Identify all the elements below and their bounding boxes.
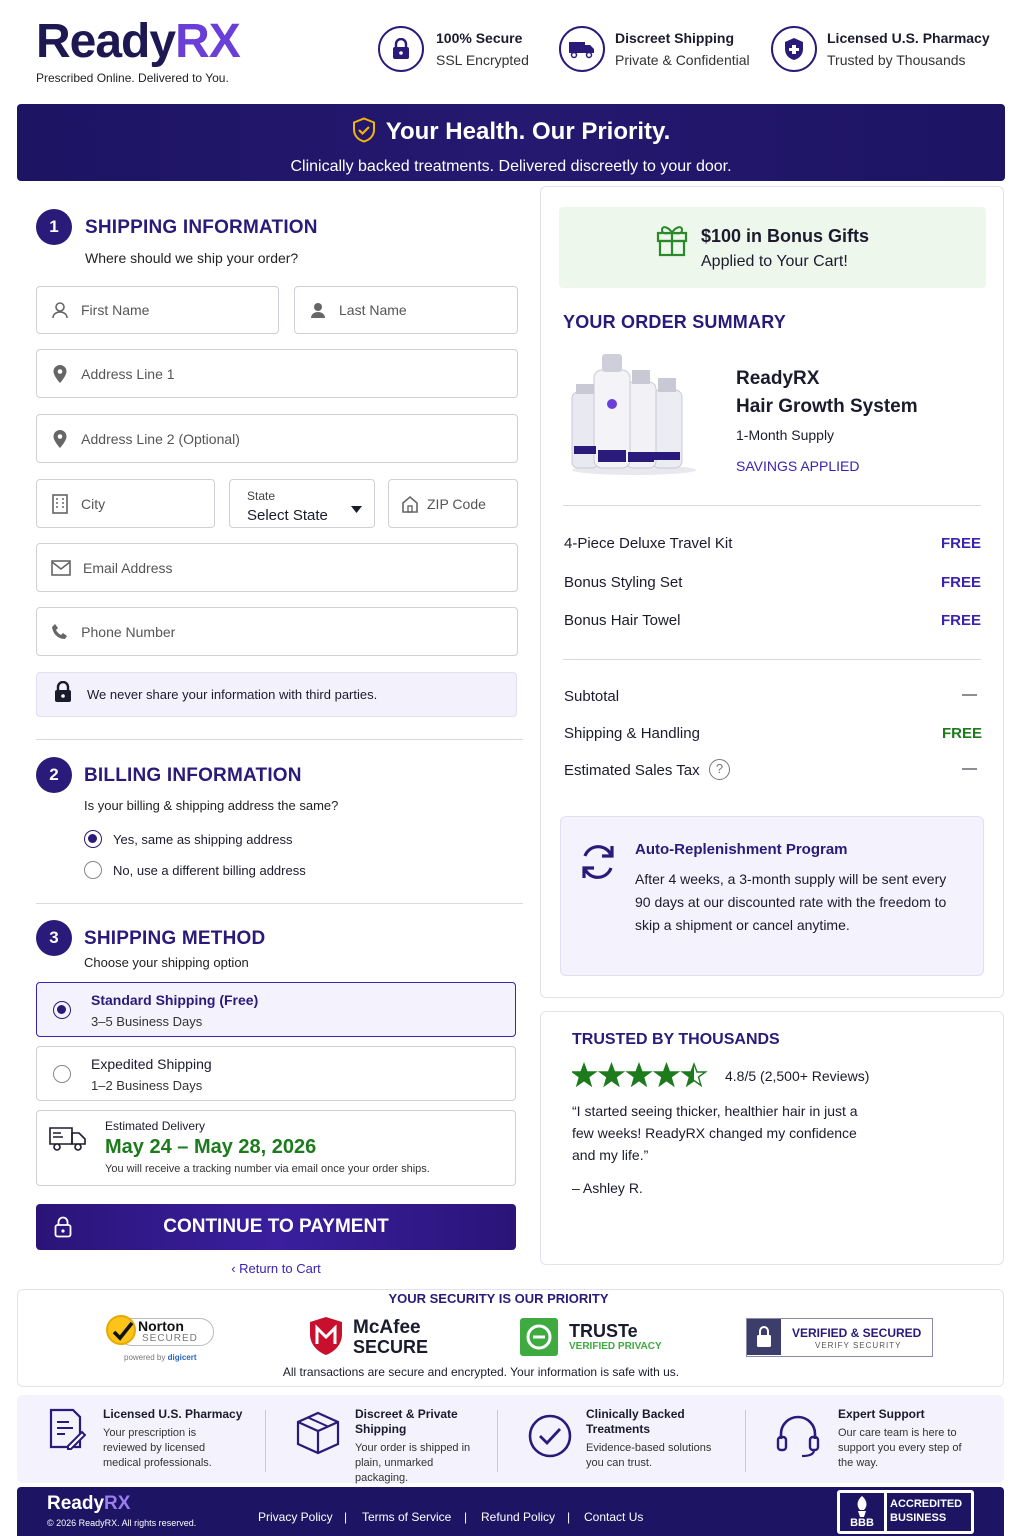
- mcafee-badge: [308, 1316, 428, 1360]
- auto-replenishment-box: [560, 816, 984, 976]
- star-icon: [655, 1064, 678, 1086]
- verified-secured-badge: [746, 1318, 933, 1357]
- radio-selected[interactable]: [53, 1001, 71, 1019]
- state-label: State: [247, 489, 276, 503]
- first-name-input[interactable]: [81, 302, 278, 318]
- mcafee-shield-icon: [308, 1316, 344, 1361]
- refresh-icon: [577, 841, 619, 888]
- step-badge-3: 3: [36, 920, 72, 956]
- logo[interactable]: ReadyRX: [36, 15, 240, 68]
- bbb-badge[interactable]: [837, 1490, 974, 1534]
- mail-icon: [51, 558, 71, 578]
- help-icon[interactable]: ?: [709, 759, 730, 780]
- summary-item-price: FREE: [941, 574, 982, 591]
- trust-badge-secure: [378, 26, 529, 72]
- summary-item-price: FREE: [941, 612, 982, 629]
- security-note: All transactions are secure and encrypted. Your information is safe with us.: [282, 1365, 680, 1379]
- location-pin-icon: [51, 364, 69, 384]
- star-rating: [572, 1062, 712, 1088]
- norton-sub: SECURED: [142, 1333, 198, 1344]
- subtotal-label: Subtotal: [564, 688, 620, 705]
- divider: [563, 659, 981, 660]
- feature-title: Discreet & Private Shipping: [355, 1407, 458, 1436]
- step-badge-1: 1: [36, 209, 72, 245]
- divider: [265, 1410, 266, 1472]
- verified-lock-icon: [747, 1319, 781, 1355]
- mcafee-top: McAfee: [353, 1317, 421, 1338]
- lock-icon: [54, 1216, 72, 1244]
- tax-label: Estimated Sales Tax: [564, 762, 700, 779]
- copyright: © 2026 ReadyRX. All rights reserved.: [47, 1518, 197, 1528]
- truste-icon: [520, 1318, 558, 1356]
- product-supply: 1-Month Supply: [736, 427, 835, 443]
- shield-icon: [771, 26, 817, 72]
- user-filled-icon: [309, 300, 327, 320]
- billing-question: Is your billing & shipping address the same?: [84, 798, 339, 813]
- footer-separator: |: [344, 1510, 348, 1524]
- bbb-line1: ACCREDITED: [890, 1498, 963, 1510]
- trust-badge-shipping: [559, 26, 750, 72]
- phone-field[interactable]: [36, 607, 518, 656]
- expedited-days: 1–2 Business Days: [91, 1078, 203, 1093]
- privacy-text: We never share your information with third parties.: [87, 687, 378, 702]
- prescription-icon: [48, 1408, 86, 1455]
- product-name-line1: ReadyRX: [736, 368, 820, 389]
- summary-item-price: FREE: [941, 535, 982, 552]
- shipping-label: Shipping & Handling: [564, 725, 700, 742]
- standard-days: 3–5 Business Days: [91, 1014, 203, 1029]
- trust-sub: Private & Confidential: [615, 52, 750, 68]
- bbb-torch-icon: [840, 1493, 884, 1531]
- feature-text: Your prescription is reviewed by licensed medical professionals.: [103, 1427, 212, 1469]
- radio-selected[interactable]: [84, 830, 102, 848]
- state-value: Select State: [247, 507, 328, 524]
- first-name-field[interactable]: [36, 286, 279, 334]
- standard-title: Standard Shipping (Free): [91, 992, 259, 1008]
- method-subtitle: Choose your shipping option: [84, 955, 249, 970]
- bonus-title: $100 in Bonus Gifts: [701, 226, 870, 246]
- review-author: – Ashley R.: [572, 1180, 643, 1196]
- cta-label: CONTINUE TO PAYMENT: [163, 1216, 389, 1237]
- tagline: Prescribed Online. Delivered to You.: [36, 71, 229, 85]
- footer-link-terms[interactable]: Terms of Service: [362, 1510, 452, 1524]
- billing-same-label: Yes, same as shipping address: [113, 831, 293, 847]
- email-field[interactable]: [36, 543, 518, 592]
- divider: [36, 903, 523, 904]
- city-field[interactable]: [36, 479, 215, 528]
- trust-title: 100% Secure: [436, 30, 523, 46]
- return-to-cart-link[interactable]: ‹ Return to Cart: [231, 1261, 321, 1276]
- summary-item-name: Bonus Styling Set: [564, 574, 683, 591]
- bbb-text: BBB: [850, 1517, 874, 1529]
- truste-badge: [520, 1318, 680, 1358]
- zip-field[interactable]: [388, 479, 518, 528]
- digicert: digicert: [167, 1353, 197, 1362]
- check-circle-icon: [527, 1413, 573, 1464]
- divider: [745, 1410, 746, 1472]
- delivery-label: Estimated Delivery: [105, 1119, 206, 1133]
- tax-value: —: [962, 760, 977, 777]
- last-name-input[interactable]: [339, 302, 517, 318]
- reviews-title: TRUSTED BY THOUSANDS: [572, 1031, 780, 1048]
- feature-title: Clinically Backed Treatments: [586, 1407, 685, 1436]
- city-input[interactable]: [81, 496, 214, 512]
- footer-link-refund[interactable]: Refund Policy: [481, 1510, 556, 1524]
- lock-icon: [54, 681, 72, 708]
- zip-input[interactable]: [427, 496, 517, 512]
- summary-item-name: 4-Piece Deluxe Travel Kit: [564, 535, 733, 552]
- address1-input[interactable]: [81, 366, 517, 382]
- subtotal-value: —: [962, 686, 977, 703]
- divider: [563, 505, 981, 506]
- star-icon: [628, 1064, 651, 1086]
- delivery-dates: May 24 – May 28, 2026: [105, 1136, 317, 1158]
- trust-badge-pharmacy: [771, 26, 990, 72]
- hero-title: Your Health. Our Priority.: [385, 118, 671, 145]
- continue-to-payment-button[interactable]: [36, 1204, 516, 1250]
- footer-separator: |: [567, 1510, 571, 1524]
- shipping-value: FREE: [942, 725, 983, 742]
- billing-title: BILLING INFORMATION: [84, 765, 302, 786]
- security-title: YOUR SECURITY IS OUR PRIORITY: [388, 1291, 609, 1306]
- order-summary-title: YOUR ORDER SUMMARY: [563, 312, 786, 332]
- footer-link-contact[interactable]: Contact Us: [584, 1510, 644, 1524]
- norton-top: Norton: [138, 1318, 184, 1334]
- truck-icon: [559, 26, 605, 72]
- step-badge-2: 2: [36, 757, 72, 793]
- bbb-line2: BUSINESS: [890, 1512, 947, 1524]
- feature-title: Licensed U.S. Pharmacy: [103, 1407, 243, 1421]
- footer-logo[interactable]: ReadyRX: [47, 1493, 131, 1514]
- email-input[interactable]: [83, 560, 517, 576]
- hero-banner: [17, 104, 1005, 181]
- truste-sub: VERIFIED PRIVACY: [569, 1341, 662, 1352]
- delivery-note: You will receive a tracking number via email once your order ships.: [105, 1163, 430, 1175]
- trust-title: Licensed U.S. Pharmacy: [827, 30, 990, 46]
- auto-title: Auto-Replenishment Program: [635, 841, 848, 858]
- norton-badge: [104, 1315, 216, 1365]
- user-icon: [51, 300, 69, 320]
- verified-sub: VERIFY SECURITY: [815, 1341, 902, 1350]
- norton-check-icon: [106, 1315, 136, 1345]
- box-icon: [295, 1410, 341, 1461]
- method-title: SHIPPING METHOD: [84, 928, 266, 949]
- feature-title: Expert Support: [838, 1407, 925, 1421]
- gift-icon: [655, 221, 689, 262]
- state-select[interactable]: [229, 479, 375, 528]
- trust-title: Discreet Shipping: [615, 30, 735, 46]
- star-icon: [600, 1064, 623, 1086]
- mcafee-sub: SECURE: [353, 1337, 429, 1357]
- feature-text: Evidence-based solutions you can trust.: [586, 1442, 712, 1469]
- address1-field[interactable]: [36, 349, 518, 398]
- divider: [497, 1410, 498, 1472]
- headset-icon: [775, 1413, 821, 1464]
- bonus-subtitle: Applied to Your Cart!: [701, 253, 848, 270]
- phone-input[interactable]: [81, 624, 517, 640]
- verified-top: VERIFIED & SECURED: [792, 1326, 922, 1340]
- rating-text: 4.8/5 (2,500+ Reviews): [725, 1068, 870, 1084]
- star-icon: [683, 1064, 706, 1086]
- billing-different-option[interactable]: [84, 861, 306, 879]
- last-name-field[interactable]: [294, 286, 518, 334]
- product-image: [566, 352, 702, 476]
- shipping-title: SHIPPING INFORMATION: [85, 217, 318, 238]
- shipping-subtitle: Where should we ship your order?: [85, 250, 299, 266]
- home-icon: [401, 494, 419, 514]
- star-icon: [573, 1064, 596, 1086]
- location-pin-icon: [51, 429, 69, 449]
- bonus-gifts-banner: [559, 207, 986, 288]
- product-name-line2: Hair Growth System: [736, 396, 918, 417]
- phone-icon: [51, 622, 69, 642]
- truste-top: TRUSTe: [569, 1321, 638, 1341]
- footer-link-privacy[interactable]: Privacy Policy: [258, 1510, 333, 1524]
- hero-subtitle: Clinically backed treatments. Delivered discreetly to your door.: [290, 158, 732, 175]
- building-icon: [51, 494, 69, 514]
- feature-text: Our care team is here to support you every step of the way.: [838, 1427, 962, 1469]
- expedited-shipping-option[interactable]: [36, 1046, 516, 1101]
- billing-same-option[interactable]: [84, 830, 292, 848]
- estimated-delivery-box: [36, 1110, 516, 1186]
- savings-applied: SAVINGS APPLIED: [736, 458, 860, 474]
- radio-unselected[interactable]: [53, 1065, 71, 1083]
- delivery-truck-icon: [49, 1125, 87, 1158]
- address2-field[interactable]: [36, 414, 518, 463]
- norton-powered: powered by: [124, 1353, 166, 1362]
- feature-text: Your order is shipped in plain, unmarked packaging.: [355, 1442, 471, 1484]
- auto-text: After 4 weeks, a 3-month supply will be sent every 90 days at our discounted rate with the freedom to skip a shipment or cancel anytime.: [635, 871, 947, 933]
- lock-icon: [378, 26, 424, 72]
- divider: [36, 739, 523, 740]
- address2-input[interactable]: [81, 431, 517, 447]
- standard-shipping-option[interactable]: [36, 982, 516, 1037]
- privacy-notice: [36, 672, 517, 717]
- expedited-title: Expedited Shipping: [91, 1056, 212, 1072]
- review-quote: “I started seeing thicker, healthier hair in just a few weeks! ReadyRX changed my confidence and my life.”: [572, 1103, 858, 1163]
- shield-check-icon: [352, 117, 376, 150]
- billing-different-label: No, use a different billing address: [113, 862, 306, 878]
- footer-separator: |: [464, 1510, 468, 1524]
- trust-sub: SSL Encrypted: [436, 52, 529, 68]
- chevron-down-icon: [351, 500, 362, 518]
- radio-unselected[interactable]: [84, 861, 102, 879]
- trust-sub: Trusted by Thousands: [827, 52, 966, 68]
- summary-item-name: Bonus Hair Towel: [564, 612, 681, 629]
